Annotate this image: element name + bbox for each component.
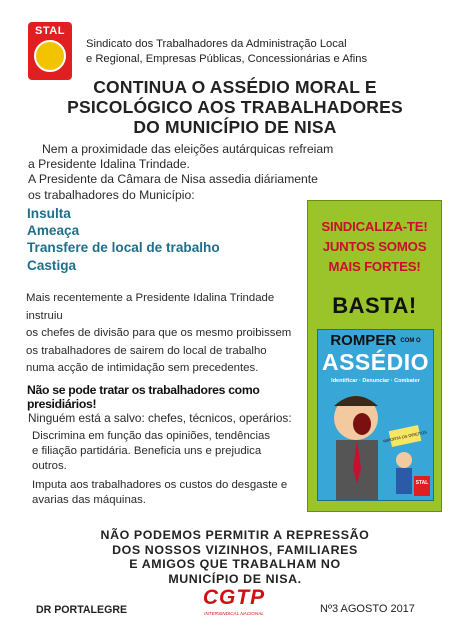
stal-logo	[28, 22, 72, 80]
instruction-paragraph	[26, 290, 311, 378]
action-item: Transfere de local de trabalho	[27, 240, 220, 256]
closing-line-3: E AMIGOS QUE TRABALHAM NO	[129, 557, 341, 571]
org-name-line-2: e Regional, Empresas Públicas, Concessionárias e Afins	[86, 52, 368, 65]
book-title: ASSÉDIO	[321, 349, 430, 375]
para2-item1-line-1: Discrimina em função das opiniões, tendências	[32, 430, 271, 442]
para2-item1-line-3: outros.	[32, 460, 67, 472]
issue-date: Nº3 AGOSTO 2017	[320, 603, 415, 615]
action-item: Castiga	[27, 257, 77, 273]
highlight-statement: Não se pode tratar os trabalhadores como presidiários!	[27, 383, 260, 411]
book-subtitle: Identificar · Denunciar · Combater	[331, 378, 420, 384]
closing-line-4: MUNICÍPIO DE NISA.	[168, 571, 302, 586]
closing-line-2: DOS NOSSOS VIZINHOS, FAMILIARES	[112, 542, 358, 557]
intro-line-4: os trabalhadores do Município:	[28, 187, 195, 202]
cgtp-logo-subtitle: INTERSINDICAL NACIONAL	[204, 611, 264, 616]
poster-slogan-line-2: JUNTOS SOMOS	[322, 239, 427, 254]
book-stal-badge	[414, 476, 430, 496]
cgtp-logo-text: CGTP	[202, 586, 266, 609]
regional-directorate: DR PORTALEGRE	[36, 604, 128, 616]
organization-name	[86, 37, 446, 66]
intro-text	[28, 142, 446, 203]
action-item: Insulta	[27, 206, 71, 221]
book-cover	[317, 329, 434, 501]
para1-line-3: os trabalhadores de sairem do local de trabalho	[26, 344, 267, 357]
book-illustration	[318, 388, 433, 500]
protest-sign-text: IMPORTA OS DIREITOS	[382, 429, 428, 444]
para2-item2-line-1: Imputa aos trabalhadores os custos do desgaste e	[32, 479, 288, 491]
book-romper-word: ROMPER	[330, 332, 397, 349]
para2-item2-line-2: avarias das máquinas.	[32, 494, 146, 506]
stal-logo-text: STAL	[35, 25, 65, 37]
poster-slogan-line-1: SINDICALIZA-TE!	[321, 219, 428, 234]
book-stal-text: STAL	[415, 480, 429, 486]
open-mouth-shape	[353, 413, 371, 435]
poster-image	[307, 200, 442, 512]
para2-item1-line-2: e filiação partidária. Beneficia uns e prejudica	[32, 445, 262, 457]
intro-line-3: A Presidente da Câmara de Nisa assedia diáriamente	[28, 172, 318, 187]
para1-line-4: numa acção de intimidação sem precedentes.	[26, 362, 259, 374]
closing-line-1: NÃO PODEMOS PERMITIR A REPRESSÃO	[100, 528, 370, 542]
intro-line-2: a Presidente Idalina Trindade.	[28, 157, 190, 172]
worker-body-shape	[396, 468, 412, 494]
org-name-line-1: Sindicato dos Trabalhadores da Administração Local	[86, 38, 347, 50]
abuse-paragraph	[28, 411, 313, 508]
para1-line-2: os chefes de divisão para que os mesmo proibissem	[26, 327, 292, 339]
poster-slogan-line-3: MAIS FORTES!	[328, 259, 421, 274]
headline-line-3: DO MUNICÍPIO DE NISA	[133, 117, 337, 137]
headline-line-1: CONTINUA O ASSÉDIO MORAL E	[93, 77, 377, 97]
stal-seal-icon	[34, 40, 66, 72]
headline	[40, 77, 430, 137]
closing-statement	[40, 528, 430, 586]
hair-shape	[334, 396, 378, 406]
para2-lead: Ninguém está a salvo: chefes, técnicos, operários:	[28, 411, 292, 425]
book-romper	[318, 332, 433, 349]
poster-basta: BASTA!	[332, 293, 417, 318]
headline-line-2: PSICOLÓGICO AOS TRABALHADORES	[67, 97, 403, 117]
cgtp-logo	[194, 586, 274, 620]
actions-list	[27, 205, 312, 274]
action-item: Ameaça	[27, 223, 80, 239]
intro-line-1: Nem a proximidade das eleições autárquicas refreiam	[42, 142, 334, 156]
worker-face-icon	[396, 452, 412, 468]
poster-slogan	[314, 217, 435, 277]
para1-line-1: Mais recentemente a Presidente Idalina Trindade instruiu	[26, 292, 275, 322]
book-com-o: COM O	[400, 338, 421, 345]
